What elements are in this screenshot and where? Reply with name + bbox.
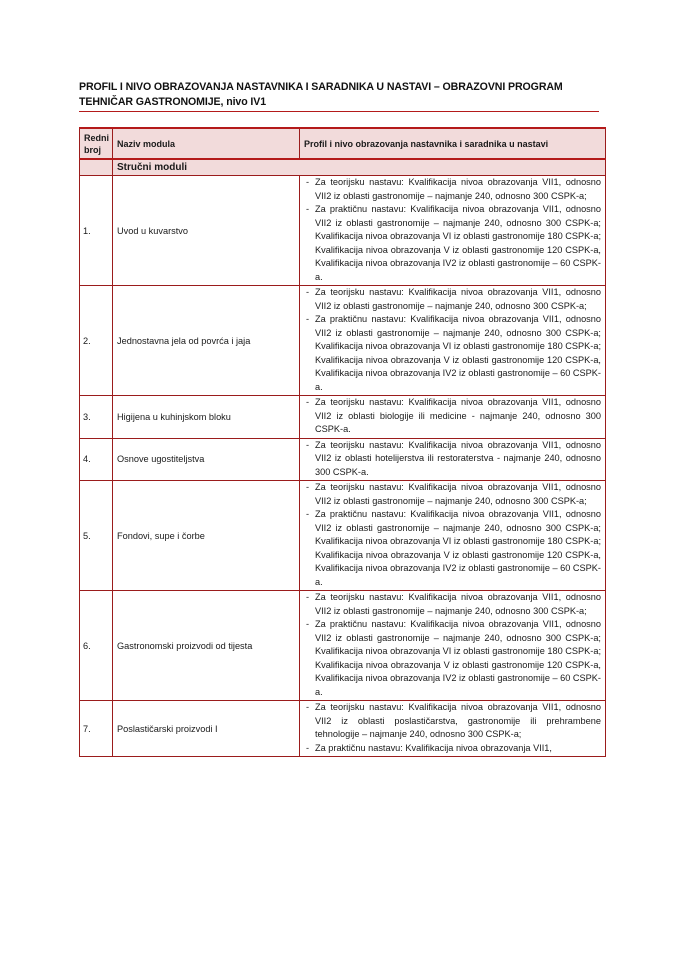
table-header-row xyxy=(80,128,606,159)
qualification-item xyxy=(304,439,601,480)
qualification-text: Za praktičnu nastavu: Kvalifikacija nivoa obrazovanja VII1, odnosno VII2 iz oblasti gastronomije – najmanje 240, odnosno 300 CSPK-a; Kvalifikacija nivoa obrazovanja VI iz oblasti gastronomije 180 CSPK-a; Kvalifikacija nivoa obrazovanja V iz oblasti gastronomije 120 CSPK-a, Kvalifikacija nivoa obrazovanja IV2 iz oblasti gastronomije – 60 CSPK-a. xyxy=(315,204,601,282)
table-row xyxy=(80,481,606,591)
table-row xyxy=(80,438,606,481)
row-number: 5. xyxy=(80,481,113,591)
module-name: Poslastičarski proizvodi I xyxy=(113,701,300,757)
bullet-dash-icon: - xyxy=(306,287,310,297)
section-row xyxy=(80,159,606,176)
qualification-item xyxy=(304,742,601,756)
qualification-item xyxy=(304,286,601,313)
title-underline xyxy=(79,111,599,112)
section-label: Stručni moduli xyxy=(113,159,606,176)
table-row xyxy=(80,701,606,757)
qualification-text: Za praktičnu nastavu: Kvalifikacija nivoa obrazovanja VII1, odnosno VII2 iz oblasti gastronomije – najmanje 240, odnosno 300 CSPK-a; Kvalifikacija nivoa obrazovanja VI iz oblasti gastronomije 180 CSPK-a; Kvalifikacija nivoa obrazovanja V iz oblasti gastronomije 120 CSPK-a, Kvalifikacija nivoa obrazovanja IV2 iz oblasti gastronomije – 60 CSPK-a. xyxy=(315,509,601,587)
table-row xyxy=(80,396,606,439)
qualification-item xyxy=(304,313,601,394)
row-number: 7. xyxy=(80,701,113,757)
qualification-item xyxy=(304,396,601,437)
module-name: Gastronomski proizvodi od tijesta xyxy=(113,591,300,701)
bullet-dash-icon: - xyxy=(306,397,310,407)
qualification-text: Za praktičnu nastavu: Kvalifikacija nivoa obrazovanja VII1, xyxy=(315,742,552,753)
bullet-dash-icon: - xyxy=(306,509,310,519)
qualification-cell xyxy=(300,176,606,286)
header-redni-broj: Redni broj xyxy=(80,128,113,159)
profile-table xyxy=(79,127,606,757)
table-row xyxy=(80,286,606,396)
bullet-dash-icon: - xyxy=(306,314,310,324)
qualification-text: Za teorijsku nastavu: Kvalifikacija nivoa obrazovanja VII1, odnosno VII2 iz oblasti hotelijerstva ili restoraterstva - najmanje 240, odnosno 300 CSPK-a. xyxy=(315,439,601,477)
bullet-dash-icon: - xyxy=(306,482,310,492)
qualification-item xyxy=(304,591,601,618)
module-name: Higijena u kuhinjskom bloku xyxy=(113,396,300,439)
bullet-dash-icon: - xyxy=(306,592,310,602)
section-empty-cell xyxy=(80,159,113,176)
qualification-text: Za teorijsku nastavu: Kvalifikacija nivoa obrazovanja VII1, odnosno VII2 iz oblasti gastronomije – najmanje 240, odnosno 300 CSPK-a; xyxy=(315,177,601,201)
bullet-dash-icon: - xyxy=(306,619,310,629)
qualification-cell xyxy=(300,286,606,396)
qualification-item xyxy=(304,203,601,284)
bullet-dash-icon: - xyxy=(306,204,310,214)
row-number: 1. xyxy=(80,176,113,286)
page-title: PROFIL I NIVO OBRAZOVANJA NASTAVNIKA I SARADNIKA U NASTAVI – OBRAZOVNI PROGRAM TEHNIČAR GASTRONOMIJE, nivo IV1 xyxy=(79,81,563,108)
row-number: 4. xyxy=(80,438,113,481)
table-row xyxy=(80,591,606,701)
qualification-cell xyxy=(300,701,606,757)
qualification-text: Za praktičnu nastavu: Kvalifikacija nivoa obrazovanja VII1, odnosno VII2 iz oblasti gastronomije – najmanje 240, odnosno 300 CSPK-a; Kvalifikacija nivoa obrazovanja VI iz oblasti gastronomije 180 CSPK-a; Kvalifikacija nivoa obrazovanja V iz oblasti gastronomije 120 CSPK-a, Kvalifikacija nivoa obrazovanja IV2 iz oblasti gastronomije – 60 CSPK-a. xyxy=(315,314,601,392)
qualification-item xyxy=(304,481,601,508)
qualification-cell xyxy=(300,481,606,591)
qualification-text: Za teorijsku nastavu: Kvalifikacija nivoa obrazovanja VII1, odnosno VII2 iz oblasti gastronomije – najmanje 240, odnosno 300 CSPK-a; xyxy=(315,482,601,506)
qualification-item xyxy=(304,701,601,742)
module-name: Fondovi, supe i čorbe xyxy=(113,481,300,591)
module-name: Osnove ugostiteljstva xyxy=(113,438,300,481)
header-profil: Profil i nivo obrazovanja nastavnika i saradnika u nastavi xyxy=(300,128,606,159)
module-name: Jednostavna jela od povrća i jaja xyxy=(113,286,300,396)
header-naziv-modula: Naziv modula xyxy=(113,128,300,159)
qualification-cell xyxy=(300,438,606,481)
qualification-text: Za teorijsku nastavu: Kvalifikacija nivoa obrazovanja VII1, odnosno VII2 iz oblasti biologije ili medicine - najmanje 240, odnosno 300 CSPK-a. xyxy=(315,397,601,434)
row-number: 6. xyxy=(80,591,113,701)
bullet-dash-icon: - xyxy=(306,439,310,450)
qualification-item xyxy=(304,176,601,203)
row-number: 3. xyxy=(80,396,113,439)
bullet-dash-icon: - xyxy=(306,742,310,753)
module-name: Uvod u kuvarstvo xyxy=(113,176,300,286)
row-number: 2. xyxy=(80,286,113,396)
qualification-cell xyxy=(300,396,606,439)
qualification-item xyxy=(304,618,601,699)
qualification-text: Za praktičnu nastavu: Kvalifikacija nivoa obrazovanja VII1, odnosno VII2 iz oblasti gastronomije – najmanje 240, odnosno 300 CSPK-a; Kvalifikacija nivoa obrazovanja VI iz oblasti gastronomije 180 CSPK-a; Kvalifikacija nivoa obrazovanja V iz oblasti gastronomije 120 CSPK-a, Kvalifikacija nivoa obrazovanja IV2 iz oblasti gastronomije – 60 CSPK-a. xyxy=(315,619,601,697)
qualification-cell xyxy=(300,591,606,701)
qualification-text: Za teorijsku nastavu: Kvalifikacija nivoa obrazovanja VII1, odnosno VII2 iz oblasti poslastičarstva, gastronomije ili prehrambene tehnologije – najmanje 240, odnosno 300 CSPK-a; xyxy=(315,702,601,739)
bullet-dash-icon: - xyxy=(306,702,310,712)
qualification-text: Za teorijsku nastavu: Kvalifikacija nivoa obrazovanja VII1, odnosno VII2 iz oblasti gastronomije – najmanje 240, odnosno 300 CSPK-a; xyxy=(315,592,601,616)
qualification-text: Za teorijsku nastavu: Kvalifikacija nivoa obrazovanja VII1, odnosno VII2 iz oblasti gastronomije – najmanje 240, odnosno 300 CSPK-a; xyxy=(315,287,601,311)
bullet-dash-icon: - xyxy=(306,177,310,187)
table-row xyxy=(80,176,606,286)
qualification-item xyxy=(304,508,601,589)
